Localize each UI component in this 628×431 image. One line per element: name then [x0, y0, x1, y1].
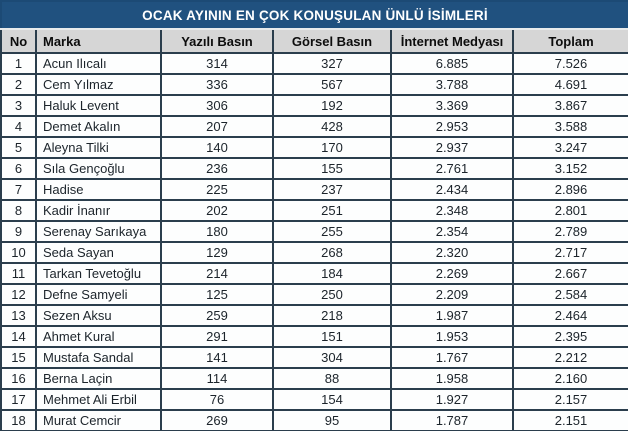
- cell-no: 8: [1, 200, 36, 221]
- cell-internet: 2.269: [391, 263, 513, 284]
- cell-marka: Acun Ilıcalı: [36, 53, 161, 74]
- cell-gorsel: 250: [273, 284, 391, 305]
- table-row: [1, 347, 628, 368]
- cell-marka: Sezen Aksu: [36, 305, 161, 326]
- table-row: [1, 389, 628, 410]
- cell-toplam: 2.896: [513, 179, 628, 200]
- table-row: [1, 53, 628, 74]
- cell-yazili: 314: [161, 53, 273, 74]
- cell-toplam: 3.588: [513, 116, 628, 137]
- cell-internet: 2.320: [391, 242, 513, 263]
- cell-marka: Aleyna Tilki: [36, 137, 161, 158]
- cell-gorsel: 255: [273, 221, 391, 242]
- cell-gorsel: 251: [273, 200, 391, 221]
- cell-toplam: 3.247: [513, 137, 628, 158]
- cell-marka: Cem Yılmaz: [36, 74, 161, 95]
- cell-no: 9: [1, 221, 36, 242]
- table-row: [1, 326, 628, 347]
- table-row: [1, 410, 628, 431]
- cell-gorsel: 184: [273, 263, 391, 284]
- column-header-yazili-basin: Yazılı Basın: [161, 29, 273, 53]
- cell-toplam: 2.151: [513, 410, 628, 431]
- cell-marka: Tarkan Tevetoğlu: [36, 263, 161, 284]
- table-row: [1, 368, 628, 389]
- title-row: [1, 1, 628, 29]
- cell-gorsel: 151: [273, 326, 391, 347]
- cell-yazili: 336: [161, 74, 273, 95]
- cell-internet: 3.788: [391, 74, 513, 95]
- cell-marka: Mehmet Ali Erbil: [36, 389, 161, 410]
- cell-marka: Ahmet Kural: [36, 326, 161, 347]
- cell-gorsel: 170: [273, 137, 391, 158]
- column-header-toplam: Toplam: [513, 29, 628, 53]
- header-row: [1, 29, 628, 53]
- cell-marka: Kadir İnanır: [36, 200, 161, 221]
- cell-internet: 2.348: [391, 200, 513, 221]
- cell-toplam: 2.464: [513, 305, 628, 326]
- cell-internet: 1.987: [391, 305, 513, 326]
- cell-no: 17: [1, 389, 36, 410]
- table-title: OCAK AYININ EN ÇOK KONUŞULAN ÜNLÜ İSİMLERİ: [1, 1, 628, 29]
- column-header-marka: Marka: [36, 29, 161, 53]
- cell-yazili: 129: [161, 242, 273, 263]
- table-row: [1, 221, 628, 242]
- cell-toplam: 4.691: [513, 74, 628, 95]
- cell-toplam: 2.157: [513, 389, 628, 410]
- cell-no: 5: [1, 137, 36, 158]
- cell-toplam: 2.717: [513, 242, 628, 263]
- cell-internet: 6.885: [391, 53, 513, 74]
- cell-internet: 2.761: [391, 158, 513, 179]
- cell-yazili: 207: [161, 116, 273, 137]
- cell-toplam: 2.395: [513, 326, 628, 347]
- cell-yazili: 180: [161, 221, 273, 242]
- table-row: [1, 137, 628, 158]
- cell-yazili: 140: [161, 137, 273, 158]
- cell-no: 18: [1, 410, 36, 431]
- cell-yazili: 125: [161, 284, 273, 305]
- cell-no: 7: [1, 179, 36, 200]
- cell-toplam: 2.160: [513, 368, 628, 389]
- cell-toplam: 2.667: [513, 263, 628, 284]
- cell-yazili: 291: [161, 326, 273, 347]
- cell-toplam: 3.152: [513, 158, 628, 179]
- cell-internet: 2.434: [391, 179, 513, 200]
- cell-internet: 2.209: [391, 284, 513, 305]
- cell-toplam: 2.212: [513, 347, 628, 368]
- cell-gorsel: 237: [273, 179, 391, 200]
- cell-gorsel: 154: [273, 389, 391, 410]
- cell-no: 13: [1, 305, 36, 326]
- cell-no: 10: [1, 242, 36, 263]
- cell-toplam: 2.801: [513, 200, 628, 221]
- cell-internet: 1.953: [391, 326, 513, 347]
- cell-no: 3: [1, 95, 36, 116]
- table-row: [1, 158, 628, 179]
- cell-yazili: 236: [161, 158, 273, 179]
- cell-toplam: 7.526: [513, 53, 628, 74]
- cell-yazili: 306: [161, 95, 273, 116]
- cell-marka: Mustafa Sandal: [36, 347, 161, 368]
- cell-yazili: 141: [161, 347, 273, 368]
- cell-gorsel: 88: [273, 368, 391, 389]
- cell-gorsel: 218: [273, 305, 391, 326]
- cell-gorsel: 327: [273, 53, 391, 74]
- column-header-no: No: [1, 29, 36, 53]
- cell-gorsel: 428: [273, 116, 391, 137]
- cell-no: 1: [1, 53, 36, 74]
- cell-no: 14: [1, 326, 36, 347]
- cell-internet: 1.787: [391, 410, 513, 431]
- column-header-internet-medyasi: İnternet Medyası: [391, 29, 513, 53]
- table-row: [1, 263, 628, 284]
- cell-yazili: 225: [161, 179, 273, 200]
- column-header-gorsel-basin: Görsel Basın: [273, 29, 391, 53]
- cell-yazili: 202: [161, 200, 273, 221]
- cell-internet: 2.953: [391, 116, 513, 137]
- cell-marka: Defne Samyeli: [36, 284, 161, 305]
- cell-no: 12: [1, 284, 36, 305]
- cell-marka: Seda Sayan: [36, 242, 161, 263]
- cell-internet: 2.937: [391, 137, 513, 158]
- cell-no: 2: [1, 74, 36, 95]
- table-row: [1, 95, 628, 116]
- cell-gorsel: 304: [273, 347, 391, 368]
- cell-marka: Berna Laçin: [36, 368, 161, 389]
- cell-yazili: 114: [161, 368, 273, 389]
- cell-yazili: 259: [161, 305, 273, 326]
- cell-gorsel: 192: [273, 95, 391, 116]
- table-row: [1, 305, 628, 326]
- cell-marka: Sıla Gençoğlu: [36, 158, 161, 179]
- cell-no: 16: [1, 368, 36, 389]
- cell-internet: 1.767: [391, 347, 513, 368]
- cell-yazili: 76: [161, 389, 273, 410]
- table-body: [1, 53, 628, 431]
- cell-no: 11: [1, 263, 36, 284]
- cell-yazili: 269: [161, 410, 273, 431]
- cell-marka: Hadise: [36, 179, 161, 200]
- table-row: [1, 200, 628, 221]
- cell-toplam: 2.789: [513, 221, 628, 242]
- cell-marka: Haluk Levent: [36, 95, 161, 116]
- cell-internet: 2.354: [391, 221, 513, 242]
- cell-internet: 3.369: [391, 95, 513, 116]
- cell-gorsel: 155: [273, 158, 391, 179]
- cell-toplam: 2.584: [513, 284, 628, 305]
- cell-marka: Murat Cemcir: [36, 410, 161, 431]
- cell-no: 6: [1, 158, 36, 179]
- cell-no: 15: [1, 347, 36, 368]
- cell-gorsel: 95: [273, 410, 391, 431]
- cell-marka: Serenay Sarıkaya: [36, 221, 161, 242]
- table-row: [1, 74, 628, 95]
- cell-gorsel: 567: [273, 74, 391, 95]
- table-row: [1, 242, 628, 263]
- table-row: [1, 284, 628, 305]
- cell-marka: Demet Akalın: [36, 116, 161, 137]
- table-row: [1, 179, 628, 200]
- cell-yazili: 214: [161, 263, 273, 284]
- cell-internet: 1.927: [391, 389, 513, 410]
- cell-internet: 1.958: [391, 368, 513, 389]
- cell-gorsel: 268: [273, 242, 391, 263]
- cell-no: 4: [1, 116, 36, 137]
- table-row: [1, 116, 628, 137]
- cell-toplam: 3.867: [513, 95, 628, 116]
